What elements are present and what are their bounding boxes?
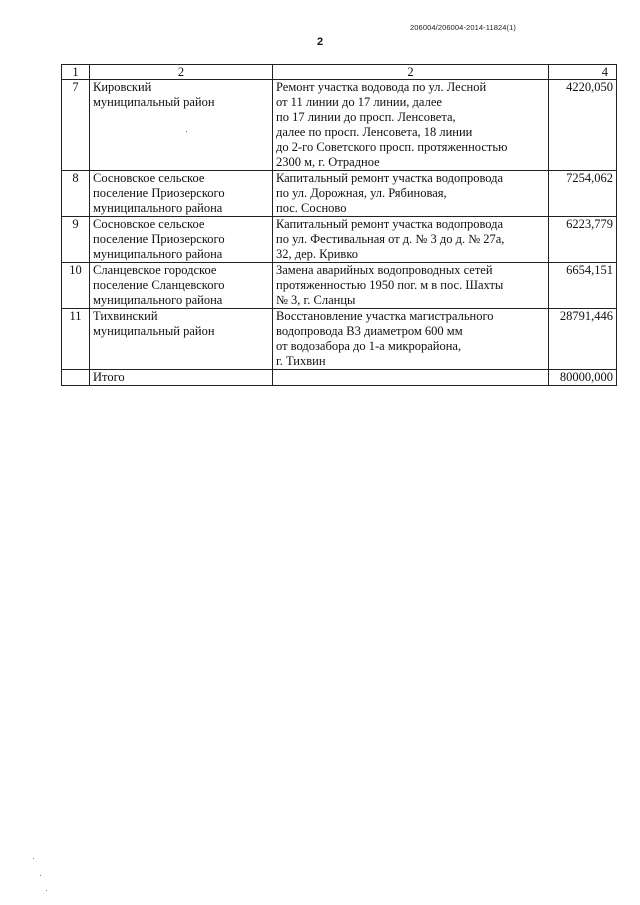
description-line: 32, дер. Кривко [276, 247, 359, 261]
description-line: пос. Сосново [276, 201, 347, 215]
total-row [62, 370, 617, 386]
allocation-table [61, 64, 617, 386]
description-cell [273, 217, 549, 263]
description-cell [273, 80, 549, 171]
district-cell [90, 217, 273, 263]
scan-speck [46, 890, 47, 891]
description-cell [273, 171, 549, 217]
description-line: водопровода В3 диаметром 600 мм [276, 324, 463, 338]
district-line: поселение Приозерского [93, 186, 225, 200]
amount-cell: 4220,050 [549, 80, 617, 171]
row-number: 11 [62, 309, 90, 370]
district-cell [90, 263, 273, 309]
description-cell [273, 263, 549, 309]
district-cell [90, 80, 273, 171]
description-line: Капитальный ремонт участка водопровода [276, 171, 504, 185]
description-line: Замена аварийных водопроводных сетей [276, 263, 493, 277]
amount-cell: 6654,151 [549, 263, 617, 309]
description-line: далее по просп. Ленсовета, 18 линии [276, 125, 473, 139]
row-number: 8 [62, 171, 90, 217]
scan-speck [33, 858, 34, 859]
row-number: 9 [62, 217, 90, 263]
column-header: 4 [549, 65, 617, 80]
district-line: муниципальный район [93, 324, 215, 338]
description-line: по ул. Фестивальная от д. № 3 до д. № 27а, [276, 232, 505, 246]
district-line: муниципального района [93, 293, 223, 307]
column-header: 1 [62, 65, 90, 80]
description-cell [273, 309, 549, 370]
total-description-cell [273, 370, 549, 386]
description-line: протяженностью 1950 пог. м в пос. Шахты [276, 278, 504, 292]
total-amount: 80000,000 [549, 370, 617, 386]
description-line: Капитальный ремонт участка водопровода [276, 217, 504, 231]
description-line: от водозабора до 1-а микрорайона, [276, 339, 462, 353]
district-cell [90, 309, 273, 370]
row-number: 10 [62, 263, 90, 309]
district-line: Сланцевское городское [93, 263, 217, 277]
district-line: Сосновское сельское [93, 171, 205, 185]
district-line: Тихвинский [93, 309, 158, 323]
description-line: г. Тихвин [276, 354, 326, 368]
description-line: от 11 линии до 17 линии, далее [276, 95, 442, 109]
description-line: по 17 линии до просп. Ленсовета, [276, 110, 456, 124]
district-cell [90, 171, 273, 217]
amount-cell: 7254,062 [549, 171, 617, 217]
row-number: 7 [62, 80, 90, 171]
amount-cell: 6223,779 [549, 217, 617, 263]
amount-cell: 28791,446 [549, 309, 617, 370]
scan-speck [40, 875, 41, 876]
table-row [62, 80, 617, 171]
document-id: 206004/206004-2014-11824(1) [410, 23, 516, 32]
description-line: № 3, г. Сланцы [276, 293, 356, 307]
table-row [62, 263, 617, 309]
table-row [62, 217, 617, 263]
table-row [62, 171, 617, 217]
column-header: 2 [90, 65, 273, 80]
scan-speck [186, 131, 187, 132]
description-line: Ремонт участка водовода по ул. Лесной [276, 80, 487, 94]
district-line: поселение Приозерского [93, 232, 225, 246]
description-line: 2300 м, г. Отрадное [276, 155, 380, 169]
district-line: поселение Сланцевского [93, 278, 225, 292]
column-header: 2 [273, 65, 549, 80]
district-line: муниципального района [93, 247, 223, 261]
district-line: Кировский [93, 80, 152, 94]
total-label: Итого [90, 370, 273, 386]
description-line: по ул. Дорожная, ул. Рябиновая, [276, 186, 447, 200]
district-line: Сосновское сельское [93, 217, 205, 231]
description-line: Восстановление участка магистрального [276, 309, 494, 323]
district-line: муниципальный район [93, 95, 215, 109]
district-line: муниципального района [93, 201, 223, 215]
table-header-row [62, 65, 617, 80]
page-number: 2 [316, 36, 324, 48]
table-row [62, 309, 617, 370]
total-number-cell [62, 370, 90, 386]
description-line: до 2-го Советского просп. протяженностью [276, 140, 508, 154]
